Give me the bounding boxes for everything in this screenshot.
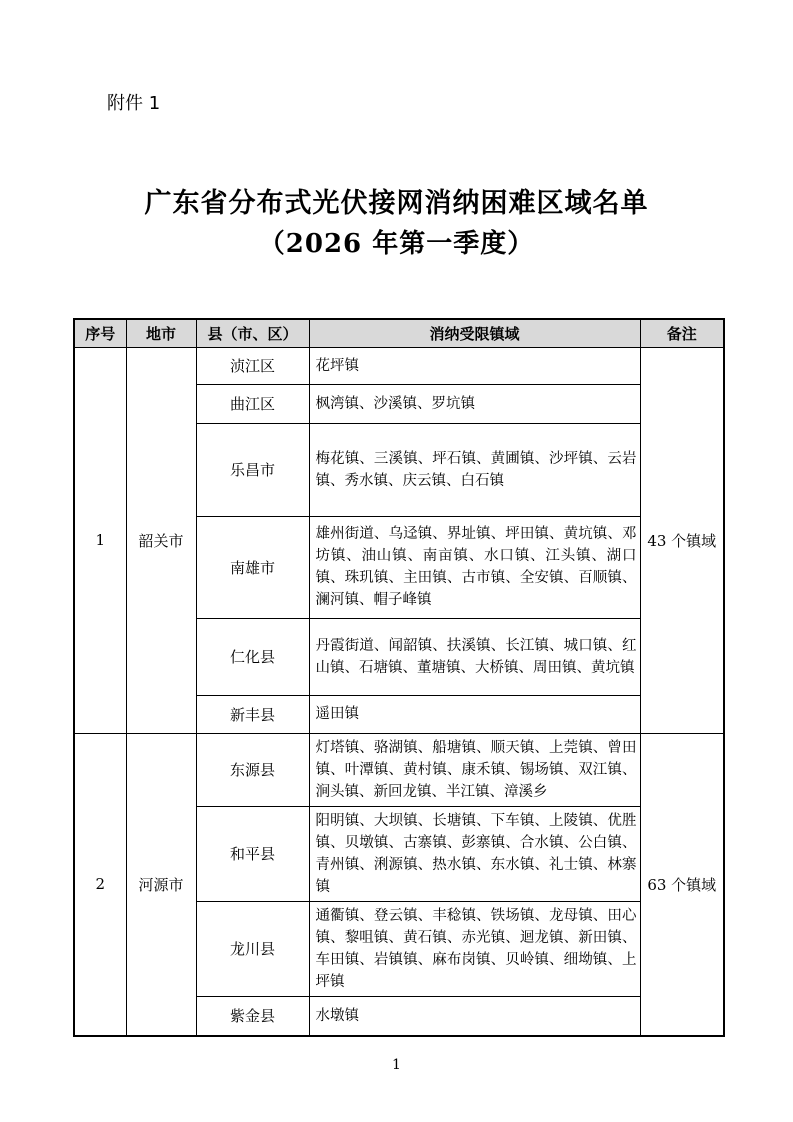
- county-cell: 龙川县: [196, 901, 309, 996]
- table-row: [74, 347, 724, 384]
- towns-cell: 雄州街道、乌迳镇、界址镇、坪田镇、黄坑镇、邓坊镇、油山镇、南亩镇、水口镇、江头镇、湖口镇、珠玑镇、主田镇、古市镇、全安镇、百顺镇、澜河镇、帽子峰镇: [309, 516, 640, 618]
- county-cell: 仁化县: [196, 618, 309, 695]
- table-row: [74, 733, 724, 806]
- towns-cell: 枫湾镇、沙溪镇、罗坑镇: [309, 384, 640, 423]
- header-cell-county: 县（市、区）: [196, 319, 309, 347]
- towns-cell: 遥田镇: [309, 695, 640, 733]
- doc-title: 广东省分布式光伏接网消纳困难区域名单: [144, 188, 649, 219]
- county-cell: 南雄市: [196, 516, 309, 618]
- county-cell: 紫金县: [196, 996, 309, 1036]
- towns-cell: 灯塔镇、骆湖镇、船塘镇、顺天镇、上莞镇、曾田镇、叶潭镇、黄村镇、康禾镇、锡场镇、双江镇、涧头镇、新回龙镇、半江镇、漳溪乡: [309, 733, 640, 806]
- page-number: 1: [392, 1057, 401, 1073]
- city-cell: 韶关市: [126, 347, 196, 733]
- attachment-label: 附件 1: [107, 93, 161, 114]
- index-cell: 1: [74, 347, 126, 733]
- header-cell-remark: 备注: [640, 319, 724, 347]
- remark-cell: 63 个镇域: [640, 733, 724, 1036]
- towns-cell: 梅花镇、三溪镇、坪石镇、黄圃镇、沙坪镇、云岩镇、秀水镇、庆云镇、白石镇: [309, 423, 640, 516]
- towns-cell: 丹霞街道、闻韶镇、扶溪镇、长江镇、城口镇、红山镇、石塘镇、董塘镇、大桥镇、周田镇、黄坑镇: [309, 618, 640, 695]
- restricted-areas-table: [73, 318, 725, 1037]
- county-cell: 曲江区: [196, 384, 309, 423]
- header-cell-index: 序号: [74, 319, 126, 347]
- header-cell-city: 地市: [126, 319, 196, 347]
- county-cell: 乐昌市: [196, 423, 309, 516]
- towns-cell: 水墩镇: [309, 996, 640, 1036]
- towns-cell: 花坪镇: [309, 347, 640, 384]
- header-cell-towns: 消纳受限镇域: [309, 319, 640, 347]
- index-cell: 2: [74, 733, 126, 1036]
- doc-title-block: [0, 184, 793, 264]
- county-cell: 东源县: [196, 733, 309, 806]
- county-cell: 浈江区: [196, 347, 309, 384]
- table-body: [74, 347, 724, 1036]
- doc-subtitle: （2026 年第一季度）: [258, 229, 535, 259]
- county-cell: 新丰县: [196, 695, 309, 733]
- towns-cell: 阳明镇、大坝镇、长塘镇、下车镇、上陵镇、优胜镇、贝墩镇、古寨镇、彭寨镇、合水镇、公白镇、青州镇、浰源镇、热水镇、东水镇、礼士镇、林寨镇: [309, 806, 640, 901]
- county-cell: 和平县: [196, 806, 309, 901]
- city-cell: 河源市: [126, 733, 196, 1036]
- remark-cell: 43 个镇域: [640, 347, 724, 733]
- table-header-row: [74, 319, 724, 347]
- towns-cell: 通衢镇、登云镇、丰稔镇、铁场镇、龙母镇、田心镇、黎咀镇、黄石镇、赤光镇、迴龙镇、新田镇、车田镇、岩镇镇、麻布岗镇、贝岭镇、细坳镇、上坪镇: [309, 901, 640, 996]
